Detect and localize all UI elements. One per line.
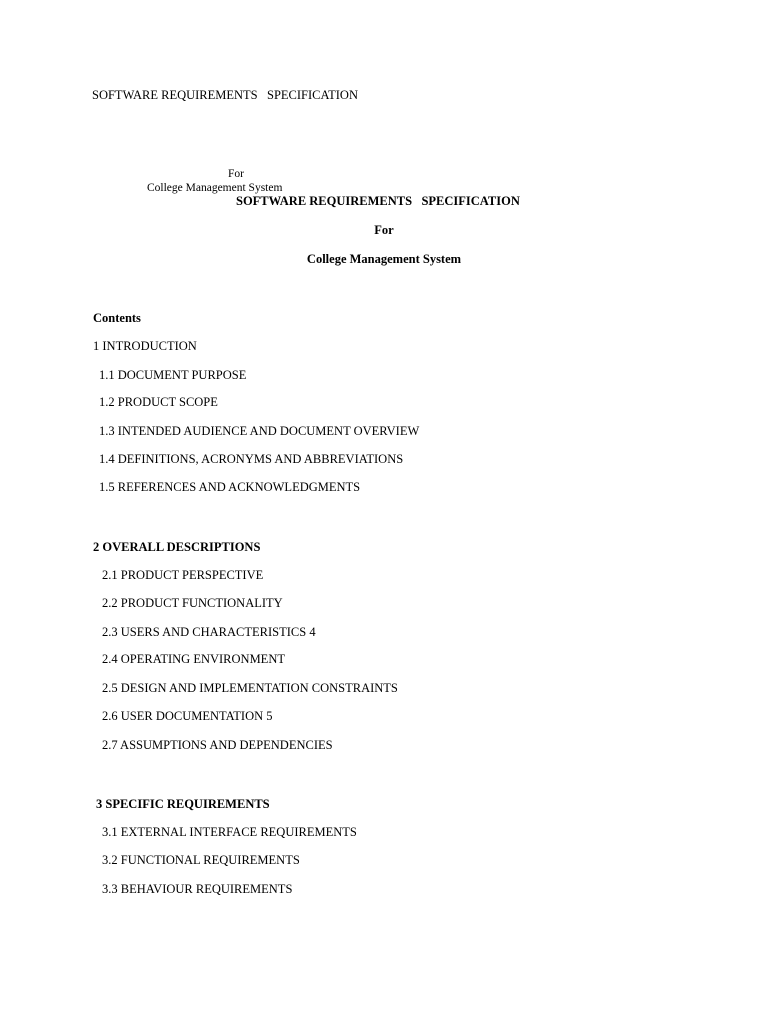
toc-item-3-3: 3.3 BEHAVIOUR REQUIREMENTS — [102, 882, 293, 896]
toc-item-2-1: 2.1 PRODUCT PERSPECTIVE — [102, 568, 264, 582]
section-3-heading: 3 SPECIFIC REQUIREMENTS — [96, 797, 270, 811]
toc-item-2-4: 2.4 OPERATING ENVIRONMENT — [102, 652, 285, 666]
toc-item-2-5: 2.5 DESIGN AND IMPLEMENTATION CONSTRAINTS — [102, 681, 398, 695]
toc-item-2-7: 2.7 ASSUMPTIONS AND DEPENDENCIES — [102, 738, 333, 752]
section-2-heading: 2 OVERALL DESCRIPTIONS — [93, 540, 261, 554]
toc-item-2-2: 2.2 PRODUCT FUNCTIONALITY — [102, 596, 283, 610]
toc-item-2-3: 2.3 USERS AND CHARACTERISTICS 4 — [102, 625, 316, 639]
toc-item-1-2: 1.2 PRODUCT SCOPE — [99, 395, 218, 409]
toc-item-3-2: 3.2 FUNCTIONAL REQUIREMENTS — [102, 853, 300, 867]
document-system-small: College Management System — [147, 182, 283, 194]
contents-heading: Contents — [93, 311, 141, 325]
toc-item-3-1: 3.1 EXTERNAL INTERFACE REQUIREMENTS — [102, 825, 357, 839]
title-for: For — [374, 223, 394, 237]
document-for-small: For — [228, 168, 244, 180]
title-system: College Management System — [306, 252, 462, 266]
title-heading: SOFTWARE REQUIREMENTS SPECIFICATION — [236, 194, 520, 208]
document-top-title: SOFTWARE REQUIREMENTS SPECIFICATION — [92, 88, 358, 102]
toc-item-1-3: 1.3 INTENDED AUDIENCE AND DOCUMENT OVERVIEW — [99, 424, 420, 438]
toc-item-1-4: 1.4 DEFINITIONS, ACRONYMS AND ABBREVIATIONS — [99, 452, 404, 466]
toc-item-2-6: 2.6 USER DOCUMENTATION 5 — [102, 709, 273, 723]
section-1-heading: 1 INTRODUCTION — [93, 339, 197, 353]
toc-item-1-1: 1.1 DOCUMENT PURPOSE — [99, 368, 247, 382]
toc-item-1-5: 1.5 REFERENCES AND ACKNOWLEDGMENTS — [99, 480, 361, 494]
